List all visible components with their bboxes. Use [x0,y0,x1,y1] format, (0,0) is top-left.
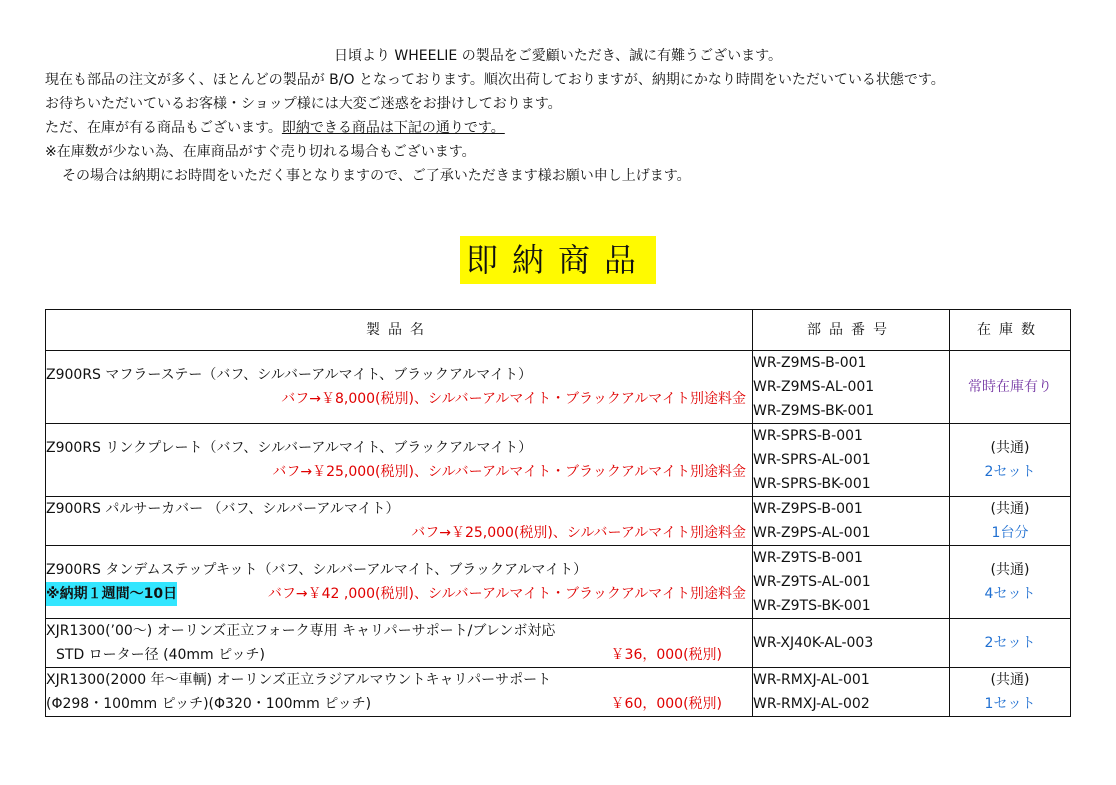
product-cell [46,351,753,424]
part-number: WR-XJ40K-AL-003 [753,635,874,651]
header-product-name: 製品名 [46,310,753,351]
stock-cell [950,619,1071,668]
part-cell [753,668,950,717]
table-row [46,351,1071,424]
product-price: バフ→￥8,000(税別)、シルバーアルマイト・ブラックアルマイト別途料金 [281,391,746,407]
part-number: WR-Z9TS-AL-001 [753,574,871,590]
part-number: WR-Z9PS-B-001 [753,501,863,517]
intro-line-1: 日頃より WHEELIE の製品をご愛顧いただき、誠に有難うございます。 [333,48,783,64]
table-row [46,546,1071,619]
delivery-note: ※納期１週間～10日 [46,582,177,606]
stock-cell [950,668,1071,717]
part-cell [753,497,950,546]
product-subline: STD ローター径 (40mm ピッチ) [56,647,266,663]
product-name: Z900RS マフラーステー（バフ、シルバーアルマイト、ブラックアルマイト） [46,367,533,383]
stock-cell [950,497,1071,546]
stock-quantity: 常時在庫有り [968,379,1052,395]
stock-cell [950,351,1071,424]
table-row [46,619,1071,668]
part-cell [753,619,950,668]
product-name: Z900RS タンデムステップキット（バフ、シルバーアルマイト、ブラックアルマイト） [46,562,588,578]
page-title: 即納商品 [460,236,656,284]
stock-shared-label: (共通) [990,562,1030,578]
stock-table [45,309,1071,717]
table-row [46,668,1071,717]
stock-shared-label: (共通) [990,672,1030,688]
stock-quantity: 2セット [984,635,1036,651]
product-subline: (Φ298・100mm ピッチ)(Φ320・100mm ピッチ) [46,696,372,712]
product-price: バフ→￥25,000(税別)、シルバーアルマイト別途料金 [411,525,746,541]
part-number: WR-Z9MS-AL-001 [753,379,875,395]
stock-quantity: 1セット [984,696,1036,712]
part-number: WR-SPRS-BK-001 [753,476,871,492]
stock-cell [950,546,1071,619]
intro-line-4-a: ただ、在庫が有る商品もございます。 [45,120,282,136]
product-price: ￥36，000(税別) [610,647,722,663]
product-cell [46,668,753,717]
header-stock: 在庫数 [950,310,1071,351]
table-row [46,424,1071,497]
part-cell [753,351,950,424]
part-number: WR-RMXJ-AL-002 [753,696,870,712]
table-header-row [46,310,1071,351]
product-name: Z900RS リンクプレート（バフ、シルバーアルマイト、ブラックアルマイト） [46,440,533,456]
product-name: XJR1300(’00～) オーリンズ正立フォーク専用 キャリパーサポート/ブレンボ対応 [46,623,556,639]
intro-line-4 [45,116,505,140]
product-name: XJR1300(2000 年～車輌) オーリンズ正立ラジアルマウントキャリパーサポート [46,672,552,688]
note-price-line [46,582,752,606]
title-wrap [0,236,1116,284]
product-price: バフ→￥25,000(税別)、シルバーアルマイト・ブラックアルマイト別途料金 [272,464,746,480]
part-number: WR-Z9MS-B-001 [753,355,867,371]
product-price: バフ→￥42 ,000(税別)、シルバーアルマイト・ブラックアルマイト別途料金 [267,586,746,602]
stock-quantity: 2セット [984,464,1036,480]
product-price: ￥60，000(税別) [610,696,722,712]
part-cell [753,546,950,619]
intro-line-3: お待ちいただいているお客様・ショップ様には大変ご迷惑をお掛けしております。 [45,96,562,112]
product-cell [46,497,753,546]
product-name: Z900RS パルサーカバー （バフ、シルバーアルマイト） [46,501,400,517]
part-number: WR-Z9TS-BK-001 [753,598,871,614]
part-cell [753,424,950,497]
product-cell [46,619,753,668]
part-number: WR-Z9MS-BK-001 [753,403,875,419]
stock-quantity: 4セット [984,586,1036,602]
sub-price-line [46,692,752,716]
part-number: WR-SPRS-B-001 [753,428,863,444]
part-number: WR-Z9TS-B-001 [753,550,863,566]
stock-shared-label: (共通) [990,501,1030,517]
product-cell [46,546,753,619]
intro-line-4-underlined: 即納できる商品は下記の通りです。 [281,120,505,136]
header-part-number: 部品番号 [753,310,950,351]
intro-line-2: 現在も部品の注文が多く、ほとんどの製品が B/O となっております。順次出荷しておりますが、納期にかなり時間をいただいている状態です。 [45,72,945,88]
product-cell [46,424,753,497]
intro-line-6: その場合は納期にお時間をいただく事となりますので、ご了承いただきます様お願い申し上げます。 [62,168,691,184]
intro-line-5: ※在庫数が少ない為、在庫商品がすぐ売り切れる場合もございます。 [45,144,476,160]
part-number: WR-RMXJ-AL-001 [753,672,870,688]
stock-quantity: 1台分 [991,525,1029,541]
stock-cell [950,424,1071,497]
part-number: WR-Z9PS-AL-001 [753,525,871,541]
part-number: WR-SPRS-AL-001 [753,452,871,468]
stock-shared-label: (共通) [990,440,1030,456]
table-row [46,497,1071,546]
sub-price-line [46,643,752,667]
